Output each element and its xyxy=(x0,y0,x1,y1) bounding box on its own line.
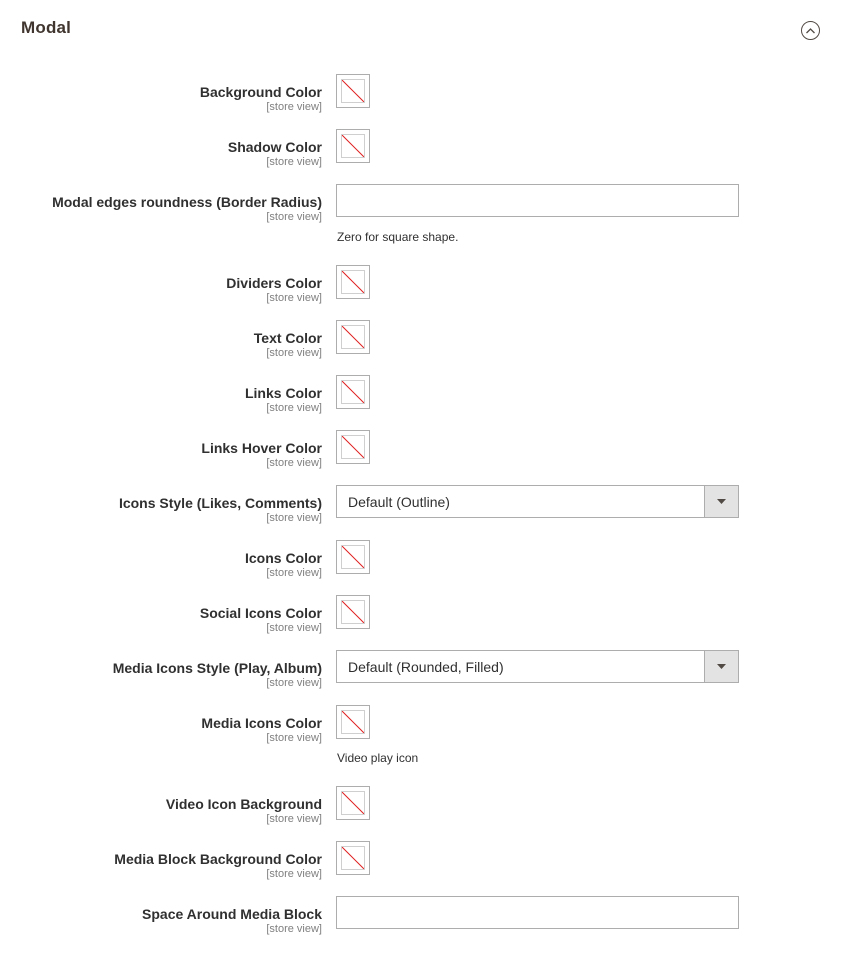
field-label: Space Around Media Block xyxy=(142,906,322,922)
field-label: Media Icons Color xyxy=(201,715,322,731)
section-title[interactable]: Modal xyxy=(21,18,72,37)
field-label-wrap xyxy=(119,494,322,525)
color-picker-swatch[interactable] xyxy=(336,705,370,739)
field-label: Media Icons Style (Play, Album) xyxy=(112,660,322,676)
caret-down-icon xyxy=(717,499,726,505)
field-label: Dividers Color xyxy=(226,275,322,291)
scope-label: [store view] xyxy=(266,101,322,113)
field-label: Background Color xyxy=(199,84,322,100)
empty-color-icon xyxy=(341,380,365,404)
select-value: Default (Rounded, Filled) xyxy=(348,659,504,675)
scope-label: [store view] xyxy=(266,211,322,223)
scope-label: [store view] xyxy=(266,512,322,524)
color-picker-swatch[interactable] xyxy=(336,320,370,354)
color-picker-swatch[interactable] xyxy=(336,74,370,108)
field-label: Icons Color xyxy=(244,550,322,566)
color-picker-swatch[interactable] xyxy=(336,430,370,464)
scope-label: [store view] xyxy=(266,457,322,469)
field-label-wrap xyxy=(201,714,322,745)
empty-color-icon xyxy=(341,710,365,734)
field-label-wrap xyxy=(245,549,322,580)
scope-label: [store view] xyxy=(266,732,322,744)
field-label-wrap xyxy=(200,604,322,635)
field-label-wrap xyxy=(52,193,322,224)
empty-color-icon xyxy=(341,435,365,459)
field-label: Text Color xyxy=(253,330,322,346)
field-label: Icons Style (Likes, Comments) xyxy=(118,495,322,511)
media-icons-style-select[interactable] xyxy=(336,650,739,683)
field-label-wrap xyxy=(228,138,322,169)
scope-label: [store view] xyxy=(266,868,322,880)
scope-label: [store view] xyxy=(266,156,322,168)
color-picker-swatch[interactable] xyxy=(336,540,370,574)
scope-label: [store view] xyxy=(266,923,322,935)
empty-color-icon xyxy=(341,134,365,158)
dropdown-arrow-button[interactable] xyxy=(704,486,738,517)
field-label-wrap xyxy=(142,905,322,936)
field-label: Media Block Background Color xyxy=(114,851,322,867)
field-label: Video Icon Background xyxy=(165,796,322,812)
color-picker-swatch[interactable] xyxy=(336,595,370,629)
caret-down-icon xyxy=(717,664,726,670)
dropdown-arrow-button[interactable] xyxy=(704,651,738,682)
color-picker-swatch[interactable] xyxy=(336,786,370,820)
select-value: Default (Outline) xyxy=(348,494,450,510)
field-label-wrap xyxy=(114,850,322,881)
chevron-up-icon xyxy=(805,27,816,35)
scope-label: [store view] xyxy=(266,622,322,634)
field-label-wrap xyxy=(201,439,322,470)
empty-color-icon xyxy=(341,791,365,815)
field-label-wrap xyxy=(166,795,322,826)
scope-label: [store view] xyxy=(266,292,322,304)
color-picker-swatch[interactable] xyxy=(336,841,370,875)
field-label: Modal edges roundness (Border Radius) xyxy=(52,194,322,210)
icons-style-select[interactable] xyxy=(336,485,739,518)
color-picker-swatch[interactable] xyxy=(336,265,370,299)
field-label: Links Hover Color xyxy=(201,440,322,456)
scope-label: [store view] xyxy=(266,402,322,414)
collapse-toggle-button[interactable] xyxy=(801,21,820,40)
empty-color-icon xyxy=(341,600,365,624)
field-note: Zero for square shape. xyxy=(337,230,459,244)
field-label: Social Icons Color xyxy=(199,605,322,621)
field-label-wrap xyxy=(254,329,322,360)
field-label-wrap xyxy=(200,83,322,114)
field-label-wrap xyxy=(226,274,322,305)
field-note: Video play icon xyxy=(337,751,419,765)
border-radius-input[interactable] xyxy=(336,184,739,217)
scope-label: [store view] xyxy=(266,567,322,579)
empty-color-icon xyxy=(341,270,365,294)
empty-color-icon xyxy=(341,79,365,103)
empty-color-icon xyxy=(341,545,365,569)
empty-color-icon xyxy=(341,846,365,870)
scope-label: [store view] xyxy=(266,813,322,825)
empty-color-icon xyxy=(341,325,365,349)
color-picker-swatch[interactable] xyxy=(336,375,370,409)
field-label-wrap xyxy=(245,384,322,415)
field-label: Shadow Color xyxy=(227,139,322,155)
scope-label: [store view] xyxy=(266,347,322,359)
scope-label: [store view] xyxy=(266,677,322,689)
field-label: Links Color xyxy=(244,385,322,401)
field-label-wrap xyxy=(113,659,322,690)
space-around-media-block-input[interactable] xyxy=(336,896,739,929)
color-picker-swatch[interactable] xyxy=(336,129,370,163)
